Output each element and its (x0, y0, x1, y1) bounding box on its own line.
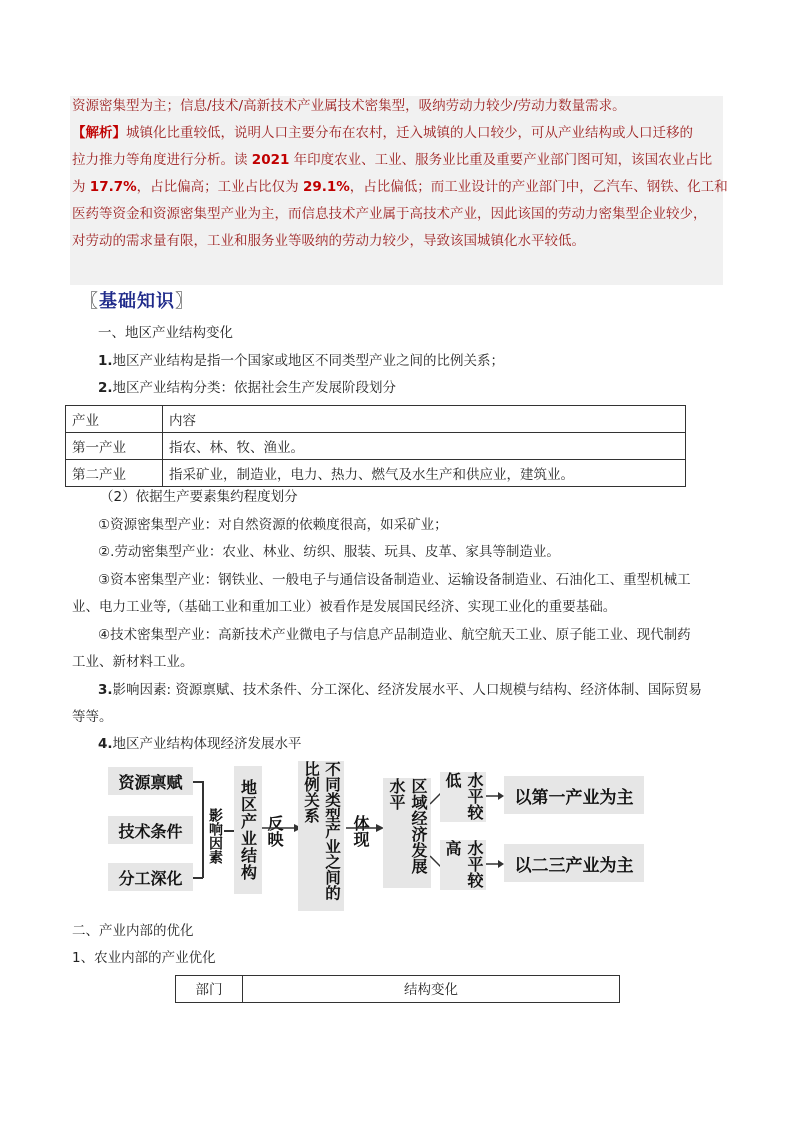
connector-line (224, 830, 234, 832)
economic-level-box: 区域经济发展水平 (383, 778, 431, 888)
tech-intensive-1: ④技术密集型产业：高新技术产业微电子与信息产品制造业、航空航天工业、原子能工业、现代制药 (98, 627, 691, 643)
capital-intensive-2: 业、电力工业等,（基础工业和重加工业）被看作是发展国民经济、实现工业化的重要基础。 (72, 599, 617, 615)
resource-intensive: ①资源密集型产业：对自然资源的依赖度很高，如采矿业； (98, 517, 448, 533)
regional-structure-box: 地区产业结构 (234, 766, 262, 894)
part1-heading: 一、地区产业结构变化 (98, 325, 233, 341)
year-value: 2021 (251, 152, 290, 168)
factor-division: 分工深化 (108, 863, 193, 891)
structure-diagram (100, 758, 652, 913)
high-level-box: 水平较高 (440, 840, 486, 890)
table-row (66, 433, 686, 460)
primary-industry-box: 以第一产业为主 (504, 776, 644, 814)
reflect-label: 反映 (265, 815, 284, 847)
answer-line-5: 医药等资金和资源密集型产业为主，而信息技术产业属于高技术产业，因此该国的劳动力密集型企业较少， (72, 206, 707, 222)
table-cell: 第一产业 (66, 433, 163, 460)
answer-line-6: 对劳动的需求量有限，工业和服务业等吸纳的劳动力较少，导致该国城镇化水平较低。 (72, 233, 585, 249)
table-cell: 指采矿业，制造业，电力、热力、燃气及水生产和供应业，建筑业。 (163, 460, 686, 487)
ratio-box: 不同类型产业之间的比例关系 (298, 761, 344, 911)
item-3-cont: 等等。 (72, 709, 113, 725)
answer-line-3: 拉力推力等角度进行分析。读 2021 年印度农业、工业、服务业比重及重要产业部门图可知，该国农业占比 (72, 152, 713, 168)
arrow-icon (262, 822, 302, 834)
capital-intensive-1: ③资本密集型产业：钢铁业、一般电子与通信设备制造业、运输设备制造业、石油化工、重型机械工 (98, 572, 691, 588)
influence-label: 影响因素 (207, 808, 223, 864)
sub-heading-2: （2）依据生产要素集约程度划分 (100, 489, 298, 505)
item-3: 3.影响因素: 资源禀赋、技术条件、分工深化、经济发展水平、人口规模与结构、经济体制、国际贸易 (98, 682, 702, 698)
table-header-cell: 产业 (66, 406, 163, 433)
part2-heading: 二、产业内部的优化 (72, 923, 194, 939)
answer-line-4: 为 17.7%，占比偏高；工业占比仅为 29.1%，占比偏低；而工业设计的产业部门中，乙汽车、钢铁、化工和 (72, 179, 728, 195)
table-header-cell: 结构变化 (243, 976, 620, 1003)
table-cell: 指农、林、牧、渔业。 (163, 433, 686, 460)
item-2: 2.地区产业结构分类：依据社会生产发展阶段划分 (98, 380, 397, 396)
secondary-tertiary-box: 以二三产业为主 (504, 844, 644, 882)
analysis-tag: 【解析】 (72, 125, 126, 141)
low-level-box: 水平较低 (440, 772, 486, 822)
industry-classification-table (65, 405, 686, 487)
embody-label: 体现 (351, 815, 370, 847)
table-header-row (66, 406, 686, 433)
answer-line-1: 资源密集型为主；信息/技术/高新技术产业属技术密集型，吸纳劳动力较少/劳动力数量需求。 (72, 98, 626, 114)
arrow-icon (486, 790, 504, 802)
table-header-cell: 部门 (176, 976, 243, 1003)
industry-share: 29.1% (302, 179, 350, 195)
section-title: 〖基础知识〗 (80, 291, 194, 312)
answer-line-2: 【解析】城镇化比重较低，说明人口主要分布在农村，迁入城镇的人口较少，可从产业结构或人口迁移的 (72, 125, 693, 141)
item-4: 4.地区产业结构体现经济发展水平 (98, 736, 302, 752)
agriculture-structure-table (175, 975, 620, 1003)
table-header-row (176, 976, 620, 1003)
part2-sub1: 1、农业内部的产业优化 (72, 950, 216, 966)
tech-intensive-2: 工业、新材料工业。 (72, 654, 194, 670)
factor-resource: 资源禀赋 (108, 767, 193, 795)
table-header-cell: 内容 (163, 406, 686, 433)
labor-intensive: ②.劳动密集型产业：农业、林业、纺织、服装、玩具、皮革、家具等制造业。 (98, 544, 560, 560)
agriculture-share: 17.7% (89, 179, 137, 195)
table-row (66, 460, 686, 487)
factor-technology: 技术条件 (108, 816, 193, 844)
arrow-icon (486, 858, 504, 870)
item-1: 1.地区产业结构是指一个国家或地区不同类型产业之间的比例关系； (98, 353, 505, 369)
arrow-icon (346, 822, 384, 834)
table-cell: 第二产业 (66, 460, 163, 487)
